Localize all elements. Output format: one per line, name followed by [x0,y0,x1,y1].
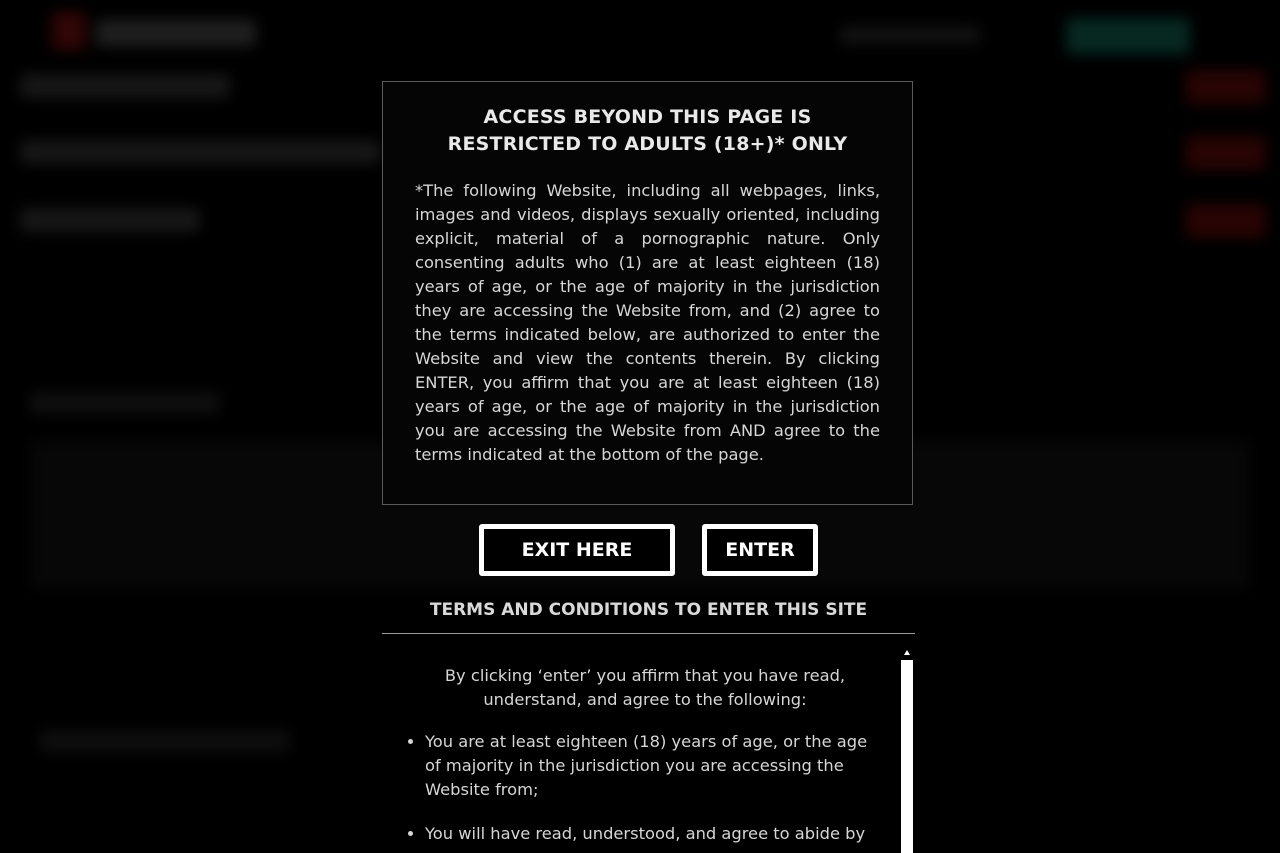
terms-divider [382,633,915,634]
content-line-placeholder [20,74,230,98]
scroll-up-arrow-icon[interactable] [904,650,910,655]
age-warning-title [383,104,912,158]
enter-button[interactable]: ENTER [702,524,818,576]
exit-button[interactable]: EXIT HERE [479,524,675,576]
nav-button-placeholder [1066,18,1190,54]
side-button-placeholder [1186,136,1266,170]
section-heading-placeholder [30,392,220,414]
content-line-placeholder [20,208,200,232]
scrollbar-thumb[interactable] [901,660,913,853]
age-warning-body: *The following Website, including all webpages, links, images and videos, displays sexually oriented, including explicit, material of a pornographic nature. Only consenting adults who (1) are at least eighteen (18) years of age, or the age of majority in the jurisdiction they are accessing the Website from, and (2) agree to the terms indicated below, are authorized to enter the Website and view the contents therein. By clicking ENTER, you affirm that you are at least eighteen (18) years of age, or the age of majority in the jurisdiction you are accessing the Website from AND agree to the terms indicated at the bottom of the page. [415,181,880,464]
terms-intro: By clicking ‘enter’ you affirm that you have read, understand, and agree to the following: [444,666,846,709]
site-logo-text [96,20,256,46]
terms-scrollbar[interactable] [901,650,913,853]
age-warning-box [382,81,913,505]
terms-scroll-area[interactable] [396,650,896,853]
terms-list-item: • You will have read, understood, and agree to abide by [425,822,896,846]
nav-link-placeholder [840,26,980,44]
terms-heading: TERMS AND CONDITIONS TO ENTER THIS SITE [429,600,868,620]
side-button-placeholder [1186,204,1266,238]
age-warning-title-line-2: RESTRICTED TO ADULTS (18+)* ONLY [447,133,848,155]
side-button-placeholder [1186,70,1266,104]
age-warning-title-line-1: ACCESS BEYOND THIS PAGE IS [483,106,812,128]
content-line-placeholder [20,140,380,164]
terms-list-item: • You are at least eighteen (18) years of age, or the age of majority in the jurisdiction you are accessing the Website from; [425,730,896,802]
section-heading-placeholder [40,730,290,752]
terms-list [396,730,896,846]
site-logo-mark [52,12,86,50]
